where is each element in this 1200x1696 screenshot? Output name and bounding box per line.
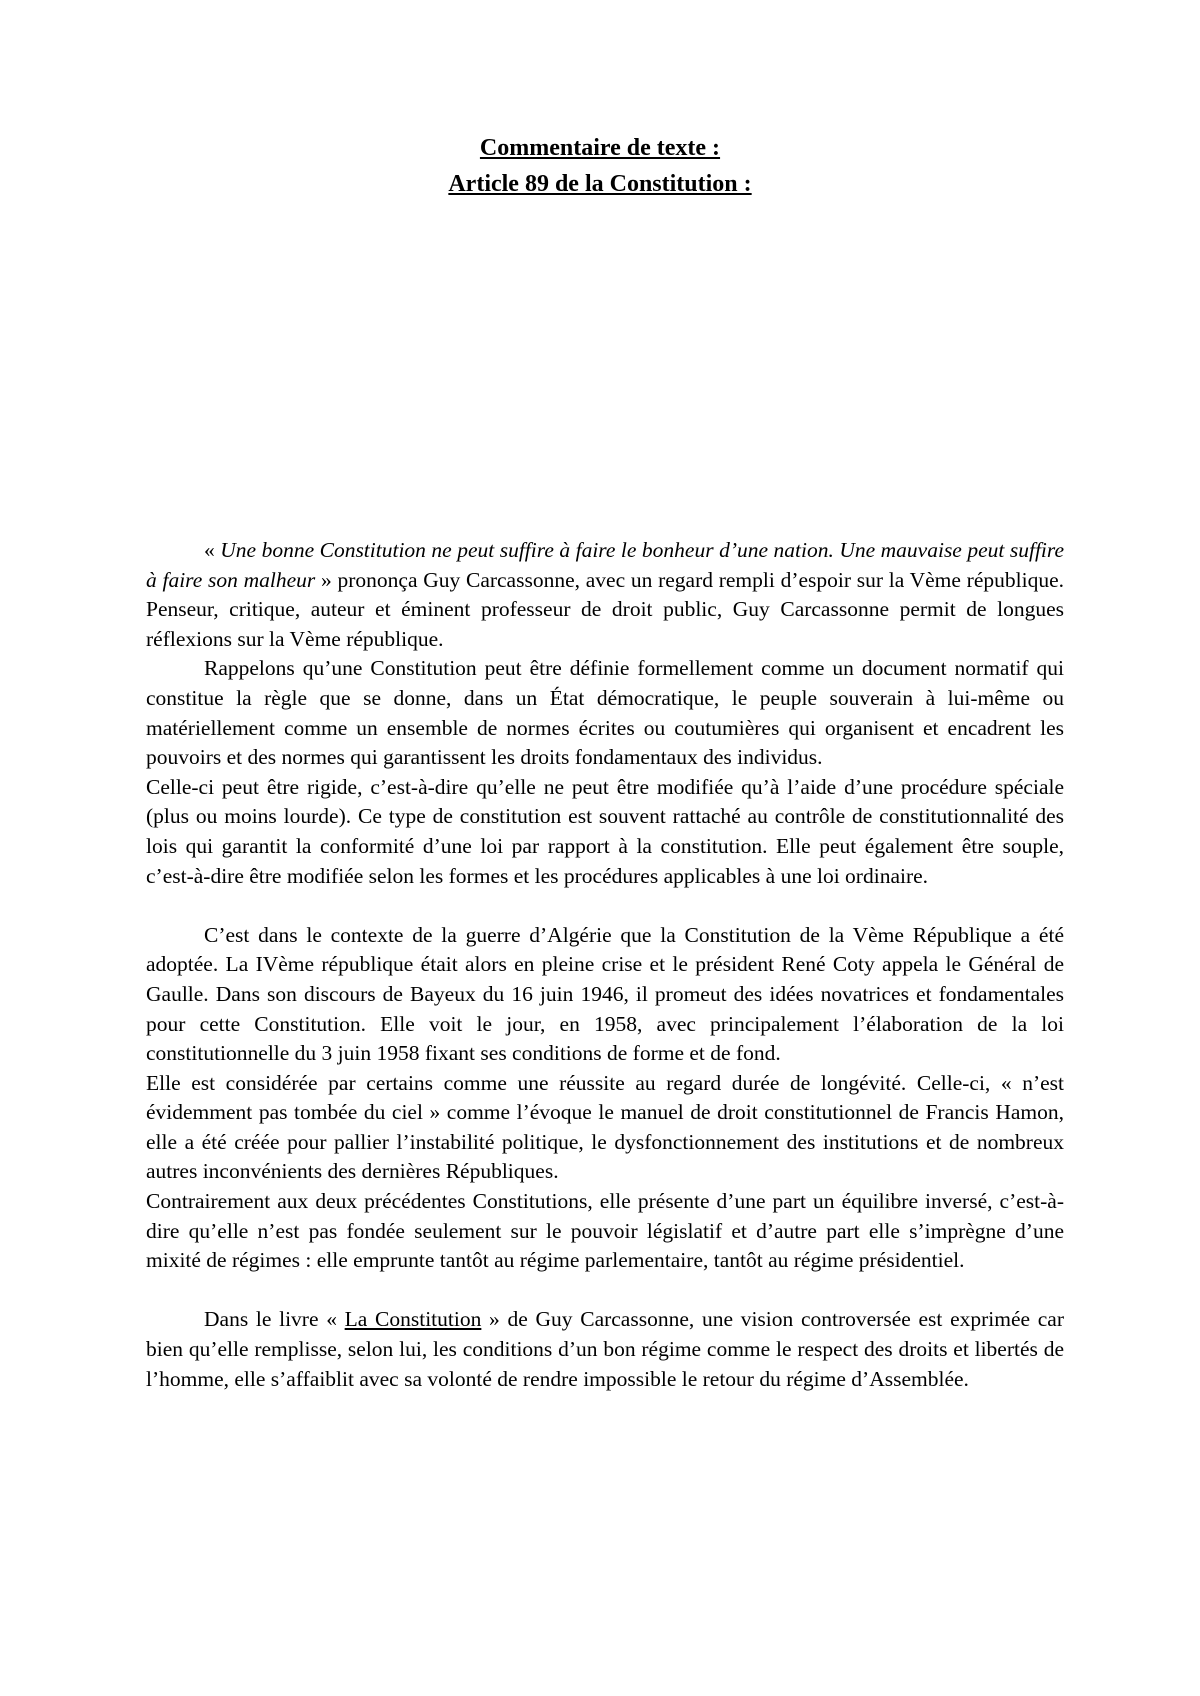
carcassonne-quote: Une bonne Constitution ne peut suffire à faire le bonheur d’une nation. Une mauvaise peut suffire à faire son malheur [146,538,1065,592]
paragraph-6: Contrairement aux deux précédentes Constitutions, elle présente d’une part un équilibre inversé, c’est-à-dire qu’elle n’est pas fondée seulement sur le pouvoir législatif et d’autre part elle s’imprègne d’une mixité de régimes : elle emprunte tantôt au régime parlementaire, tantôt au régime présidentiel. [146,1189,1064,1273]
paragraph-1 [146,536,1064,654]
paragraph-4: C’est dans le contexte de la guerre d’Algérie que la Constitution de la Vème République a été adoptée. La IVème république était alors en pleine crise et le président René Coty appela le Général de Gaulle. Dans son discours de Bayeux du 16 juin 1946, il promeut des idées novatrices et fondamentales pour cette Constitution. Elle voit le jour, en 1958, avec principalement l’élaboration de la loi constitutionnelle du 3 juin 1958 fixant ses conditions de forme et de fond. [146,922,1064,1066]
paragraph-7-text: » de Guy Carcassonne, une vision controversée est exprimée car bien qu’elle remplisse, selon lui, les conditions d’un bon régime comme le respect des droits et libertés de l’homme, elle s’affaiblit avec sa volonté de rendre impossible le retour du régime d’Assemblée. [146,1307,1064,1391]
quote-open: « [204,538,221,562]
title-line-2: Article 89 de la Constitution : [448,171,752,197]
document-body [146,536,1064,1394]
paragraph-5: Elle est considérée par certains comme une réussite au regard durée de longévité. Celle-ci, « n’est évidemment pas tombée du ciel » comme l’évoque le manuel de droit constitutionnel de Francis Hamon, elle a été créée pour pallier l’instabilité politique, le dysfonctionnement des institutions et de nombreux autres inconvénients des dernières Républiques. [146,1070,1064,1184]
book-title: La Constitution [344,1307,482,1332]
paragraph-2: Rappelons qu’une Constitution peut être définie formellement comme un document normatif qui constitue la règle que se donne, dans un État démocratique, le peuple souverain à lui-même ou matériellement comme un ensemble de normes écrites ou coutumières qui organisent et encadrent les pouvoirs et des normes qui garantissent les droits fondamentaux des individus. [146,656,1064,770]
paragraph-7-intro: Dans le livre « [204,1307,345,1332]
title-line-1: Commentaire de texte : [479,135,721,161]
paragraph-1-text: » prononça Guy Carcassonne, avec un regard rempli d’espoir sur la Vème république. Penseur, critique, auteur et éminent professeur de droit public, Guy Carcassonne permit de longues réflexions sur la Vème république. [146,567,1064,651]
document-title [0,130,1200,202]
paragraph-7 [146,1305,1064,1394]
paragraph-3: Celle-ci peut être rigide, c’est-à-dire qu’elle ne peut être modifiée qu’à l’aide d’une procédure spéciale (plus ou moins lourde). Ce type de constitution est souvent rattaché au contrôle de constitutionnalité des lois qui garantit la conformité d’une loi par rapport à la constitution. Elle peut également être souple, c’est-à-dire être modifiée selon les formes et les procédures applicables à une loi ordinaire. [146,774,1064,888]
